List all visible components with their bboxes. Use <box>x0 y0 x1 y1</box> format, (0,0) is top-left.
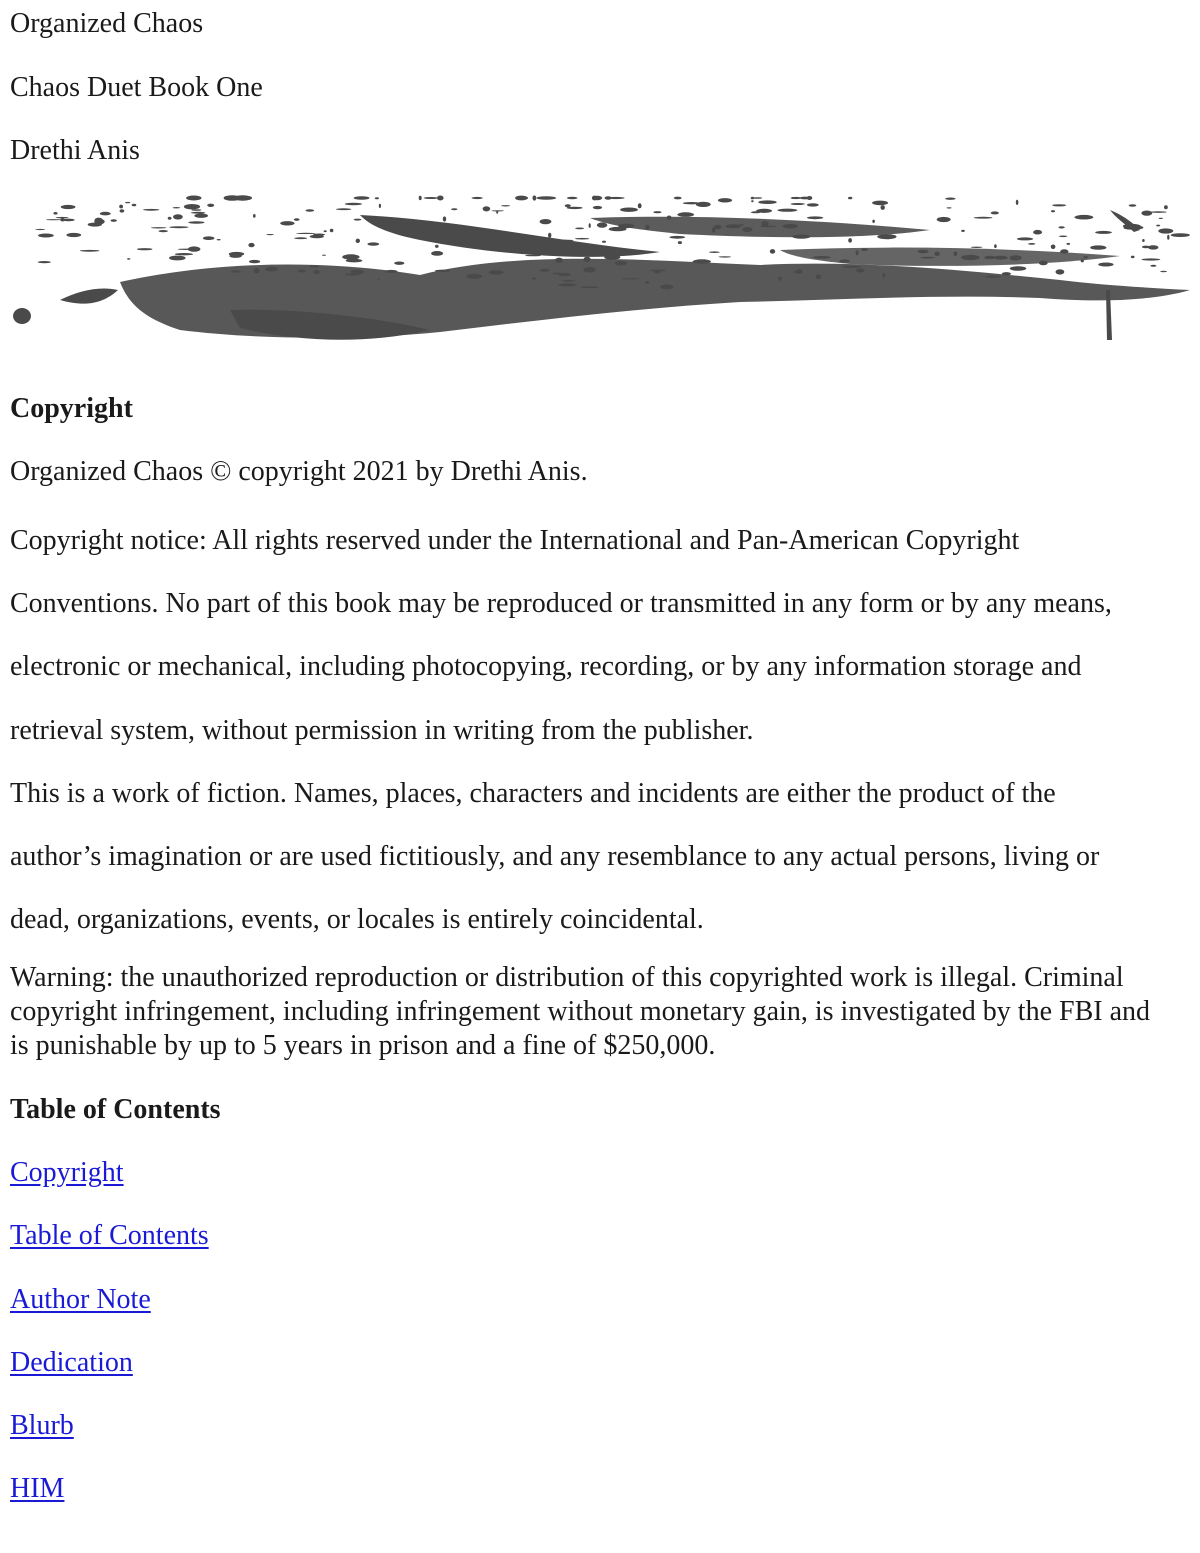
book-title: Organized Chaos <box>10 8 204 39</box>
fiction-disclaimer <box>10 762 1190 952</box>
brush-speckle <box>207 204 214 207</box>
brush-speckle <box>604 255 620 260</box>
brush-speckle <box>95 218 103 224</box>
brush-speckle <box>424 197 438 199</box>
brush-speckle <box>1059 236 1068 238</box>
brush-speckle <box>184 204 200 209</box>
brush-speckle <box>807 216 823 219</box>
brush-speckle <box>1160 271 1167 272</box>
brush-speckle <box>188 246 201 251</box>
brush-speckle <box>791 203 805 205</box>
brush-speckle <box>1158 228 1173 233</box>
copyright-statement: Organized Chaos © copyright 2021 by Drethi Anis. <box>10 456 588 487</box>
brush-speckle <box>1150 265 1156 267</box>
brush-speckle <box>342 254 359 259</box>
brush-speckle <box>435 270 450 272</box>
notice-line: electronic or mechanical, including photocopying, recording, or by any information storage and <box>10 651 1082 683</box>
brush-speckle <box>872 201 888 206</box>
brush-speckle <box>173 207 181 208</box>
brush-speckle <box>537 196 557 200</box>
brush-speckle <box>848 197 852 200</box>
brush-speckle <box>991 211 999 214</box>
brush-speckle <box>1164 205 1168 209</box>
notice-line: Conventions. No part of this book may be reproduced or transmitted in any form or by any means, <box>10 588 1112 620</box>
brush-speckle <box>80 250 100 252</box>
toc-link-copyright[interactable]: Copyright <box>10 1157 124 1188</box>
brush-speckle <box>839 259 850 262</box>
brush-speckle <box>985 276 1001 278</box>
brush-speckle <box>654 270 661 274</box>
brush-speckle <box>310 235 324 239</box>
brush-speckle <box>1142 258 1161 260</box>
brush-speckle <box>1067 243 1071 245</box>
fiction-line: This is a work of fiction. Names, places, characters and incidents are either the product of the <box>10 777 1056 809</box>
brush-speckle <box>191 212 205 214</box>
brush-speckle <box>1156 225 1160 227</box>
brush-speckle <box>348 274 358 276</box>
brush-speckle <box>297 270 305 273</box>
brush-speckle <box>961 230 965 232</box>
brush-speckle <box>175 253 193 255</box>
brush-speckle <box>1150 211 1167 213</box>
brush-speckle <box>313 270 319 274</box>
brush-speckle <box>994 244 997 248</box>
author-name: Drethi Anis <box>10 135 140 166</box>
brush-speckle <box>740 224 744 226</box>
warning-line: copyright infringement, including infringement without monetary gain, is investigated by the FBI and <box>10 996 1151 1028</box>
brush-speckle <box>1142 239 1145 242</box>
brush-speckle <box>540 219 552 224</box>
brush-speckle <box>375 197 379 199</box>
brush-speckle <box>443 216 446 221</box>
brush-speckle <box>35 229 45 230</box>
brush-speckle <box>501 205 510 206</box>
brush-speckle <box>1016 200 1019 205</box>
brush-speckle <box>188 221 204 223</box>
fiction-line: dead, organizations, events, or locales is entirely coincidental. <box>10 904 704 936</box>
brush-speckle <box>385 270 398 273</box>
brush-speckle <box>602 241 606 243</box>
brush-speckle <box>419 196 422 200</box>
brush-speckle <box>993 256 1007 260</box>
brush-speckle <box>726 224 742 228</box>
brush-speckle <box>306 209 315 211</box>
brush-speckle <box>1095 231 1112 234</box>
brush-speckle <box>621 278 640 279</box>
brush-speckle <box>856 269 864 273</box>
brush-speckle <box>556 240 574 242</box>
brush-speckle <box>807 203 819 206</box>
brush-speckle <box>66 233 81 237</box>
copyright-heading: Copyright <box>10 393 133 424</box>
brush-speckle <box>217 239 221 240</box>
brush-speckle <box>660 285 673 290</box>
brush-speckle <box>1051 210 1055 212</box>
brush-speckle <box>861 248 868 251</box>
brush-speckle <box>61 205 76 209</box>
brush-speckle <box>742 227 752 232</box>
brush-speckle <box>548 233 551 238</box>
brush-speckle <box>168 217 172 220</box>
brush-speckle <box>667 216 672 221</box>
fiction-line: author’s imagination or are used fictitiously, and any resemblance to any actual persons, living or <box>10 841 1100 873</box>
brush-speckle <box>552 273 562 275</box>
warning-line: is punishable by up to 5 years in prison and a fine of $250,000. <box>10 1030 716 1062</box>
brush-speckle <box>127 258 130 260</box>
toc-link-dedication[interactable]: Dedication <box>10 1346 133 1378</box>
brush-speckle <box>645 225 649 230</box>
brush-speckle <box>224 195 241 201</box>
brush-speckle <box>718 198 732 202</box>
brush-speckle <box>203 236 215 240</box>
toc-section <box>10 1086 1190 1529</box>
brush-speckle <box>583 251 594 253</box>
brush-speckle <box>1131 256 1135 259</box>
copyright-notice <box>10 509 1190 762</box>
brush-speckle <box>934 252 940 256</box>
brush-speckle <box>500 236 509 241</box>
brush-speckle <box>53 212 57 215</box>
brush-speckle <box>1058 226 1064 228</box>
brush-speckle <box>793 271 799 273</box>
brush-speckle <box>132 204 137 207</box>
brush-speckle <box>120 209 125 212</box>
brush-speckle <box>309 265 319 267</box>
piracy-warning <box>10 961 1190 1063</box>
brush-speckle <box>872 220 875 223</box>
brush-stroke-divider-icon <box>0 190 1200 370</box>
brush-speckle <box>1129 204 1137 207</box>
brush-speckle <box>800 197 811 200</box>
brush-speckle <box>620 208 638 212</box>
brush-speckle <box>294 218 300 221</box>
brush-speckle <box>709 251 720 253</box>
brush-speckle <box>918 250 929 253</box>
brush-speckle <box>1002 272 1011 275</box>
brush-speckle <box>186 196 201 201</box>
brush-speckle <box>782 224 798 229</box>
brush-speckle <box>971 247 983 248</box>
brush-speckle <box>491 210 504 211</box>
brush-speckle <box>677 212 694 217</box>
brush-speckle <box>431 251 443 256</box>
brush-speckle <box>575 228 584 230</box>
toc-link-table-of-contents[interactable]: Table of Contents <box>10 1220 209 1252</box>
brush-speckle <box>555 258 563 263</box>
brush-speckle <box>921 257 935 259</box>
brush-speckle <box>330 229 334 232</box>
brush-speckle <box>294 237 307 239</box>
brush-speckle <box>379 204 381 208</box>
brush-speckle <box>792 235 810 239</box>
toc-link-blurb[interactable]: Blurb <box>10 1410 74 1442</box>
brush-speckle <box>540 269 550 272</box>
brush-speckle <box>191 209 201 211</box>
brush-speckle <box>249 260 260 263</box>
brush-speckle <box>437 196 444 201</box>
brush-speckle <box>562 280 576 282</box>
brush-speckle <box>169 226 188 228</box>
brush-speckle <box>615 261 627 266</box>
brush-speckle <box>1083 256 1088 258</box>
brush-speckle <box>696 202 711 207</box>
brush-speckle <box>719 256 732 257</box>
brush-speckle <box>646 281 650 284</box>
brush-speckle <box>816 274 821 279</box>
brush-speckle <box>1017 237 1033 240</box>
brush-speckle <box>607 197 625 199</box>
brush-speckle <box>1081 259 1084 262</box>
brush-speckle <box>38 261 51 263</box>
brush-speckle <box>1123 226 1138 230</box>
brush-speckle <box>100 212 111 216</box>
brush-speckle <box>778 277 782 281</box>
brush-speckle <box>669 236 685 239</box>
brush-speckle <box>1056 269 1065 274</box>
brush-speckle <box>451 208 457 210</box>
warning-line: Warning: the unauthorized reproduction or distribution of this copyrighted work is illegal. Criminal <box>10 962 1124 994</box>
brush-speckle <box>1051 245 1056 250</box>
brush-speckle <box>751 200 753 202</box>
brush-speckle <box>592 196 602 201</box>
brush-speckle <box>714 225 721 230</box>
brush-speckle <box>345 203 362 205</box>
brush-speckle <box>137 248 152 250</box>
brush-speckle <box>1052 204 1066 206</box>
brush-speckle <box>575 238 589 240</box>
brush-speckle <box>394 262 404 265</box>
brush-speckle <box>565 204 571 207</box>
brush-speckle <box>266 234 274 235</box>
copyright-section <box>10 385 1190 1083</box>
brush-speckle <box>1039 261 1048 266</box>
brush-speckle <box>378 221 396 225</box>
brush-speckle <box>580 286 598 288</box>
brush-speckle <box>618 224 634 229</box>
brush-speckle <box>1090 245 1106 249</box>
brush-speckle <box>770 249 775 254</box>
brush-speckle <box>753 197 762 199</box>
brush-speckle <box>945 198 955 200</box>
toc-link-author-note[interactable]: Author Note <box>10 1283 151 1315</box>
brush-speckle <box>346 259 363 263</box>
brush-speckle <box>758 200 776 204</box>
brush-speckle <box>589 223 591 228</box>
brush-speckle <box>46 219 61 220</box>
brush-speckle <box>1033 230 1042 235</box>
brush-speckle <box>111 219 117 222</box>
brush-speckle <box>1159 218 1163 219</box>
brush-speckle <box>548 238 550 243</box>
toc-link-him[interactable]: HIM <box>10 1473 65 1505</box>
brush-speckle <box>367 242 379 245</box>
brush-speckle <box>516 238 522 240</box>
brush-speckle <box>336 208 351 210</box>
brush-speckle <box>597 222 607 227</box>
brush-speckle <box>173 214 183 219</box>
brush-speckle <box>143 209 159 211</box>
brush-speckle <box>1098 263 1113 267</box>
brush-speckle <box>760 226 777 228</box>
brush-speckle <box>38 234 54 238</box>
brush-speckle <box>937 217 951 222</box>
brush-speckle <box>1010 266 1027 271</box>
brush-speckle <box>125 202 130 203</box>
brush-speckle <box>1148 245 1159 249</box>
brush-speckle <box>254 268 260 273</box>
brush-speckle <box>778 209 798 212</box>
brush-speckle <box>712 227 716 233</box>
brush-speckle <box>883 273 886 278</box>
brush-speckle <box>881 205 885 210</box>
brush-speckle <box>1171 233 1190 237</box>
brush-speckle <box>280 221 294 225</box>
brush-speckle <box>483 206 491 211</box>
brush-speckle <box>435 245 439 248</box>
brush-speckle <box>296 233 316 234</box>
brush-speckle <box>248 243 254 247</box>
brush-speckle <box>1167 235 1169 240</box>
brush-speckle <box>674 197 682 200</box>
brush-speckle <box>528 250 547 255</box>
brush-speckle <box>515 196 527 201</box>
brush-speckle <box>169 256 186 261</box>
brush-speckle <box>791 197 793 199</box>
brush-speckle <box>119 205 123 209</box>
brush-speckle <box>253 214 256 218</box>
brush-speckle <box>1028 243 1035 245</box>
brush-speckle <box>265 267 278 272</box>
brush-speckle <box>60 218 65 222</box>
brush-speckle <box>848 238 852 243</box>
notice-line: Copyright notice: All rights reserved under the International and Pan-American Copyright <box>10 525 1020 556</box>
brush-speckle <box>354 219 362 221</box>
brush-speckle <box>1010 255 1022 260</box>
brush-speckle <box>322 255 326 256</box>
brush-speckle <box>583 267 595 272</box>
toc-heading: Table of Contents <box>10 1094 221 1125</box>
brush-speckle <box>678 241 682 244</box>
brush-speckle <box>229 252 245 256</box>
brush-speckle <box>947 207 952 208</box>
brush-speckle <box>638 203 642 208</box>
notice-line: retrieval system, without permission in writing from the publisher. <box>10 714 754 746</box>
brush-speckle <box>877 234 896 239</box>
brush-speckle <box>593 206 602 209</box>
brush-speckle <box>954 252 958 256</box>
brush-speckle <box>1141 211 1152 216</box>
brush-speckle <box>584 257 591 263</box>
brush-speckle <box>1060 249 1068 253</box>
brush-speckle <box>693 259 711 263</box>
brush-speckle <box>842 266 861 268</box>
brush-speckle <box>354 196 370 199</box>
brush-speckle <box>813 256 831 259</box>
brush-speckle <box>533 195 537 200</box>
brush-speckle <box>756 209 772 213</box>
brush-speckle <box>1075 215 1094 220</box>
brush-speckle <box>467 274 483 279</box>
brush-speckle <box>558 283 576 286</box>
brush-speckle <box>974 217 993 219</box>
series-name: Chaos Duet Book One <box>10 71 263 103</box>
brush-speckle <box>194 214 208 218</box>
brush-speckle <box>472 197 483 199</box>
brush-speckle <box>151 227 167 228</box>
brush-speckle <box>346 273 348 276</box>
brush-speckle <box>231 270 241 272</box>
brush-speckle <box>415 233 418 237</box>
brush-speckle <box>356 239 360 243</box>
brush-speckle <box>324 230 327 232</box>
brush-speckle <box>489 270 504 274</box>
brush-speckle <box>653 211 661 213</box>
brush-speckle <box>751 197 755 200</box>
brush-speckle <box>856 250 859 255</box>
brush-speckle <box>158 230 168 232</box>
brush-speckle <box>378 279 380 280</box>
brush-speckle <box>961 255 980 260</box>
brush-speckle <box>531 278 536 280</box>
brush-speckle <box>525 255 541 257</box>
brush-speckle <box>567 197 578 200</box>
